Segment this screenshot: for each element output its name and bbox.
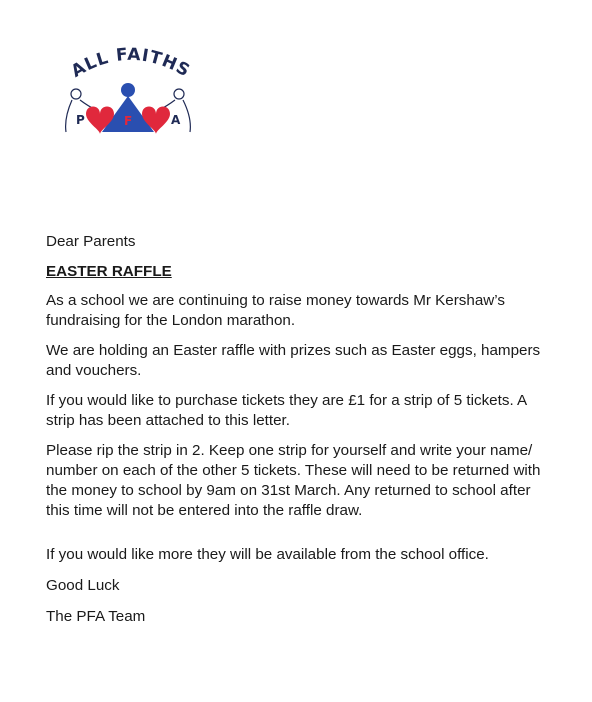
logo-letter-a: A [171,113,181,127]
paragraph-more-tickets: If you would like more they will be available from the school office. [46,546,489,563]
logo-arc-textpath: ALL FAITHS [67,44,194,82]
logo-letter-p: P [76,113,85,127]
salutation: Dear Parents [46,233,136,250]
logo-letter-f: F [124,114,133,128]
paragraph-instructions: Please rip the strip in 2. Keep one strip for yourself and write your name/ number on each of the other 5 tickets. These will need to be returned with the money to school by 9am on 31st March. Any returned to school after this time will not be entered into the raffle draw. [46,442,541,519]
all-faiths-pfa-logo [52,40,202,145]
letter-heading: EASTER RAFFLE [46,263,172,280]
paragraph-prizes: We are holding an Easter raffle with prizes such as Easter eggs, hampers and vouchers. [46,342,541,379]
logo-arc-text [68,45,194,82]
closing-line: Good Luck [46,577,120,594]
paragraph-ticket-price: If you would like to purchase tickets they are £1 for a strip of 5 tickets. A strip has been attached to this letter. [46,392,527,429]
paragraph-fundraising: As a school we are continuing to raise money towards Mr Kershaw’s fundraising for the London marathon. [46,292,505,329]
signature: The PFA Team [46,608,146,625]
letter-body [46,232,552,627]
